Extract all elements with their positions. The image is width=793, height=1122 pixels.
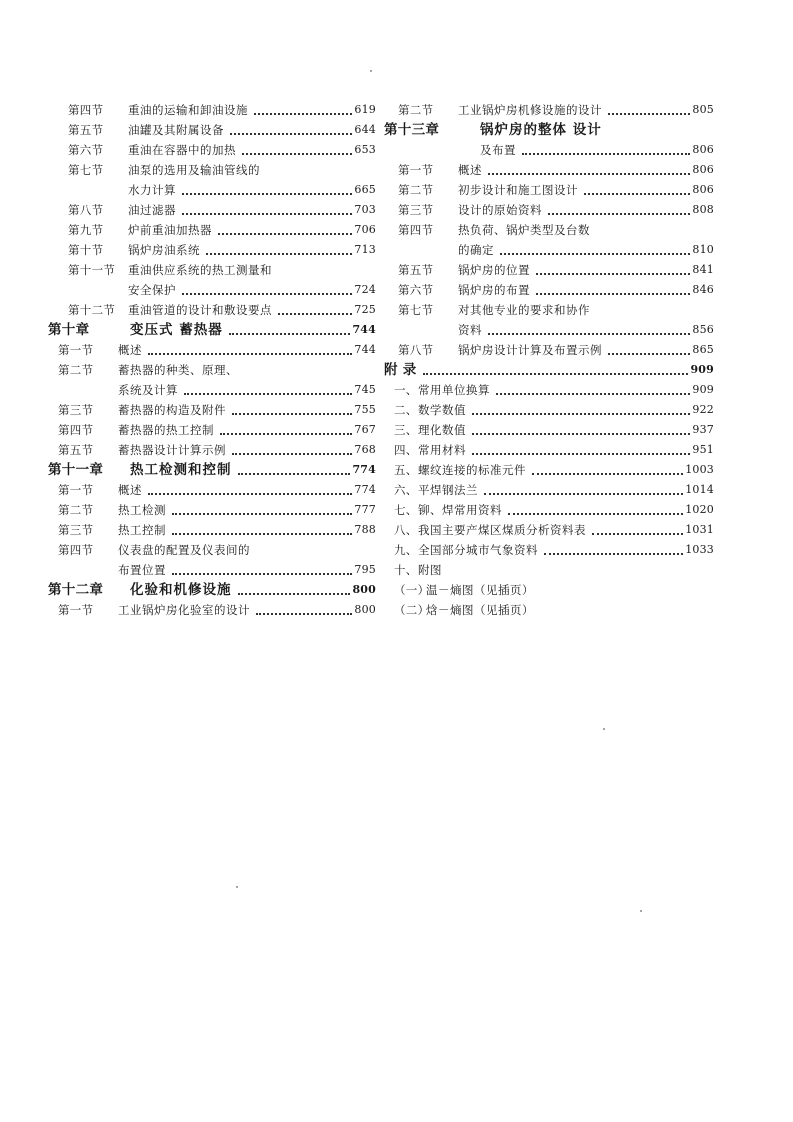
dot-leader (218, 233, 352, 235)
toc-entry-title: 附图 (418, 563, 442, 577)
dot-leader (508, 513, 683, 515)
toc-entry-title: 锅炉房的布置 (458, 283, 530, 297)
toc-entry-title: 锅炉房设计计算及布置示例 (458, 343, 602, 357)
toc-entry-label: 第六节 (398, 283, 434, 297)
toc-entry-title: 理化数值 (418, 423, 466, 437)
toc-entry (384, 480, 714, 500)
toc-entry-title: 焓－熵图（见插页） (426, 603, 534, 617)
toc-entry-page: 806 (692, 183, 714, 196)
toc-entry (384, 560, 714, 580)
toc-entry-page: 725 (354, 303, 376, 316)
toc-entry (48, 380, 376, 400)
toc-entry (384, 580, 714, 600)
toc-entry-title: 平焊钢法兰 (418, 483, 478, 497)
toc-entry (384, 400, 714, 420)
dot-leader (206, 253, 352, 255)
toc-entry-label: 七、 (394, 503, 418, 517)
dot-leader (229, 333, 351, 335)
toc-entry-page: 644 (354, 123, 376, 136)
dot-leader (230, 133, 352, 135)
toc-entry (48, 200, 376, 220)
toc-entry-title: 锅炉房油系统 (128, 243, 200, 257)
toc-entry-label: 第四节 (68, 103, 104, 117)
toc-entry-title: 蓄热器的热工控制 (118, 423, 214, 437)
toc-entry-label: 第十节 (68, 243, 104, 257)
toc-entry-page: 841 (692, 263, 714, 276)
dot-leader (548, 213, 690, 215)
toc-entry (384, 460, 714, 480)
toc-entry-label: 第二节 (398, 103, 434, 117)
toc-entry-page: 788 (354, 523, 376, 536)
toc-entry-label: 第十二节 (68, 303, 116, 317)
toc-entry (48, 500, 376, 520)
toc-entry-title: 工业锅炉房化验室的设计 (118, 603, 250, 617)
toc-entry-title: 常用材料 (418, 443, 466, 457)
toc-entry-label: 十、 (394, 563, 418, 577)
toc-entry-title: 热工检测 (118, 503, 166, 517)
toc-entry (384, 440, 714, 460)
toc-entry (384, 180, 714, 200)
toc-entry-title: 蓄热器的构造及附件 (118, 403, 226, 417)
toc-entry-page: 724 (354, 283, 376, 296)
toc-entry (384, 520, 714, 540)
toc-entry-label: 八、 (394, 523, 418, 537)
toc-entry (384, 140, 714, 160)
toc-entry (384, 340, 714, 360)
toc-entry-title: 蓄热器的种类、原理、 (118, 363, 238, 377)
dot-leader (592, 533, 683, 535)
toc-entry-page: 767 (354, 423, 376, 436)
toc-entry-title: 油罐及其附属设备 (128, 123, 224, 137)
toc-entry-page: 800 (352, 583, 376, 596)
toc-entry-page: 768 (354, 443, 376, 456)
toc-entry-page: 806 (692, 163, 714, 176)
toc-entry (48, 320, 376, 340)
toc-entry (384, 360, 714, 380)
toc-entry (48, 540, 376, 560)
toc-entry-title: 变压式 蓄热器 (130, 322, 223, 338)
toc-entry (48, 480, 376, 500)
dot-leader (488, 333, 690, 335)
dot-leader (172, 573, 352, 575)
dot-leader (254, 113, 352, 115)
toc-entry-title: 初步设计和施工图设计 (458, 183, 578, 197)
toc-entry-title: 设计的原始资料 (458, 203, 542, 217)
toc-entry-page: 744 (354, 343, 376, 356)
toc-entry (48, 600, 376, 620)
toc-entry (48, 520, 376, 540)
toc-entry-page: 777 (354, 503, 376, 516)
toc-entry (384, 320, 714, 340)
dot-leader (522, 153, 690, 155)
toc-left-column (48, 100, 376, 620)
toc-entry-label: 第九节 (68, 223, 104, 237)
toc-entry (48, 160, 376, 180)
toc-entry (384, 280, 714, 300)
toc-entry-page: 808 (692, 203, 714, 216)
toc-entry (48, 400, 376, 420)
dot-leader (484, 493, 683, 495)
toc-entry (384, 100, 714, 120)
toc-entry-label: 第五节 (68, 123, 104, 137)
toc-entry-label: 第七节 (398, 303, 434, 317)
toc-entry-title: 概述 (458, 163, 482, 177)
toc-entry-page: 795 (354, 563, 376, 576)
toc-entry-title: 及布置 (480, 143, 516, 157)
scan-speck (370, 70, 372, 72)
toc-entry-label: 五、 (394, 463, 418, 477)
toc-entry (384, 120, 714, 140)
toc-entry-page: 1031 (685, 523, 714, 536)
toc-entry-title: 数学数值 (418, 403, 466, 417)
toc-entry-label: 第五节 (398, 263, 434, 277)
toc-entry-label: 第三节 (58, 523, 94, 537)
toc-entry-title: 螺纹连接的标准元件 (418, 463, 526, 477)
toc-entry-page: 909 (690, 363, 714, 376)
toc-entry-label: 九、 (394, 543, 418, 557)
toc-entry (48, 220, 376, 240)
toc-entry-title: 蓄热器设计计算示例 (118, 443, 226, 457)
toc-entry-label: 第一节 (58, 603, 94, 617)
dot-leader (182, 293, 352, 295)
dot-leader (496, 393, 690, 395)
dot-leader (584, 193, 690, 195)
toc-entry (384, 540, 714, 560)
toc-entry-label: 第二节 (398, 183, 434, 197)
toc-entry-page: 653 (354, 143, 376, 156)
toc-entry-page: 856 (692, 323, 714, 336)
toc-entry (48, 140, 376, 160)
dot-leader (220, 433, 352, 435)
toc-entry-label: 第四节 (398, 223, 434, 237)
toc-entry (48, 280, 376, 300)
toc-entry-label: 第一节 (58, 483, 94, 497)
toc-entry-title: 重油在容器中的加热 (128, 143, 236, 157)
toc-entry-title: 概述 (118, 483, 142, 497)
toc-entry (48, 360, 376, 380)
toc-entry-title: 化验和机修设施 (130, 582, 232, 598)
toc-entry (48, 260, 376, 280)
dot-leader (472, 453, 690, 455)
toc-entry-label: 第五节 (58, 443, 94, 457)
toc-entry-title: 仪表盘的配置及仪表间的 (118, 543, 250, 557)
scan-speck (603, 728, 605, 730)
toc-entry-title: 热工控制 (118, 523, 166, 537)
dot-leader (544, 553, 683, 555)
toc-entry-title: 对其他专业的要求和协作 (458, 303, 590, 317)
toc-entry (384, 220, 714, 240)
scan-speck (236, 886, 238, 888)
toc-entry (48, 120, 376, 140)
toc-entry-page: 805 (692, 103, 714, 116)
dot-leader (148, 493, 352, 495)
toc-entry-label: 第三节 (58, 403, 94, 417)
toc-entry-title: 常用单位换算 (418, 383, 490, 397)
toc-entry (384, 420, 714, 440)
dot-leader (472, 433, 690, 435)
toc-entry-label: 第十三章 (384, 122, 440, 138)
toc-entry (384, 160, 714, 180)
toc-entry-title: 系统及计算 (118, 383, 178, 397)
toc-entry-page: 909 (692, 383, 714, 396)
toc-entry (48, 440, 376, 460)
dot-leader (608, 113, 690, 115)
toc-entry (48, 580, 376, 600)
toc-entry-page: 810 (692, 243, 714, 256)
dot-leader (278, 313, 352, 315)
toc-entry-page: 713 (354, 243, 376, 256)
toc-entry-title: 重油管道的设计和敷设要点 (128, 303, 272, 317)
toc-entry-title: 锅炉房的位置 (458, 263, 530, 277)
toc-entry-label: 第十一章 (48, 462, 104, 478)
toc-entry-label: 第八节 (68, 203, 104, 217)
toc-entry-label: 第六节 (68, 143, 104, 157)
dot-leader (488, 173, 690, 175)
toc-entry (384, 380, 714, 400)
dot-leader (232, 453, 352, 455)
toc-entry (48, 560, 376, 580)
toc-entry-title: 工业锅炉房机修设施的设计 (458, 103, 602, 117)
toc-entry (384, 240, 714, 260)
dot-leader (182, 213, 352, 215)
toc-entry-label: 四、 (394, 443, 418, 457)
toc-entry (48, 460, 376, 480)
toc-entry-title: 我国主要产煤区煤质分析资料表 (418, 523, 586, 537)
dot-leader (172, 513, 352, 515)
toc-entry-title: 油泵的选用及输油管线的 (128, 163, 260, 177)
toc-entry-title: 概述 (118, 343, 142, 357)
toc-entry (384, 300, 714, 320)
dot-leader (232, 413, 352, 415)
toc-entry-title: 炉前重油加热器 (128, 223, 212, 237)
toc-entry-label: 第一节 (58, 343, 94, 357)
toc-entry-title: 布置位置 (118, 563, 166, 577)
toc-entry-label: 一、 (394, 383, 418, 397)
dot-leader (242, 153, 352, 155)
toc-entry-page: 800 (354, 603, 376, 616)
toc-entry (384, 600, 714, 620)
dot-leader (238, 473, 351, 475)
dot-leader (500, 253, 690, 255)
toc-entry-label: 第三节 (398, 203, 434, 217)
toc-entry (48, 240, 376, 260)
toc-entry-label: 六、 (394, 483, 418, 497)
toc-entry-page: 774 (352, 463, 376, 476)
toc-entry-page: 1033 (685, 543, 714, 556)
toc-entry-page: 1014 (685, 483, 714, 496)
toc-entry-page: 745 (354, 383, 376, 396)
toc-entry-page: 755 (354, 403, 376, 416)
toc-entry-page: 937 (692, 423, 714, 436)
toc-entry-label: （二） (394, 603, 430, 617)
toc-entry-page: 706 (354, 223, 376, 236)
toc-entry (48, 340, 376, 360)
toc-entry-title: 安全保护 (128, 283, 176, 297)
toc-entry-title: 热工检测和控制 (130, 462, 232, 478)
dot-leader (608, 353, 690, 355)
toc-entry-page: 806 (692, 143, 714, 156)
toc-entry-title: 温－熵图（见插页） (426, 583, 534, 597)
dot-leader (536, 273, 690, 275)
toc-entry-label: 第四节 (58, 543, 94, 557)
toc-entry (48, 100, 376, 120)
toc-entry-label: 第一节 (398, 163, 434, 177)
dot-leader (182, 193, 352, 195)
dot-leader (184, 393, 352, 395)
toc-entry (48, 180, 376, 200)
dot-leader (472, 413, 690, 415)
toc-entry-page: 922 (692, 403, 714, 416)
toc-entry-page: 846 (692, 283, 714, 296)
toc-entry-label: 二、 (394, 403, 418, 417)
toc-entry-title: 全国部分城市气象资料 (418, 543, 538, 557)
dot-leader (536, 293, 690, 295)
toc-entry-page: 665 (354, 183, 376, 196)
toc-entry (48, 420, 376, 440)
toc-entry-label: 三、 (394, 423, 418, 437)
toc-entry (384, 500, 714, 520)
toc-entry-page: 744 (352, 323, 376, 336)
toc-entry (384, 200, 714, 220)
dot-leader (238, 593, 351, 595)
dot-leader (256, 613, 352, 615)
toc-entry-page: 865 (692, 343, 714, 356)
toc-entry-title: 锅炉房的整体 设计 (480, 122, 602, 138)
toc-right-column (384, 100, 714, 620)
toc-entry-page: 619 (354, 103, 376, 116)
toc-entry-title: 铆、焊常用资料 (418, 503, 502, 517)
toc-entry-label: （一） (394, 583, 430, 597)
toc-entry-page: 1020 (685, 503, 714, 516)
toc-entry-title: 油过滤器 (128, 203, 176, 217)
toc-entry-label: 附 录 (384, 362, 417, 378)
toc-entry-title: 的确定 (458, 243, 494, 257)
dot-leader (423, 373, 689, 375)
scan-speck (640, 910, 642, 912)
toc-entry (384, 260, 714, 280)
toc-entry-label: 第四节 (58, 423, 94, 437)
toc-entry-title: 水力计算 (128, 183, 176, 197)
toc-entry-page: 703 (354, 203, 376, 216)
toc-entry-label: 第二节 (58, 503, 94, 517)
toc-entry-label: 第十一节 (68, 263, 116, 277)
toc-entry-title: 热负荷、锅炉类型及台数 (458, 223, 590, 237)
toc-entry-label: 第二节 (58, 363, 94, 377)
dot-leader (172, 533, 352, 535)
toc-entry-title: 重油供应系统的热工测量和 (128, 263, 272, 277)
toc-entry-label: 第十章 (48, 322, 90, 338)
toc-entry-page: 951 (692, 443, 714, 456)
toc-entry-title: 资料 (458, 323, 482, 337)
toc-entry-page: 1003 (685, 463, 714, 476)
toc-entry-label: 第十二章 (48, 582, 104, 598)
toc-entry-label: 第七节 (68, 163, 104, 177)
toc-entry (48, 300, 376, 320)
toc-entry-page: 774 (354, 483, 376, 496)
dot-leader (148, 353, 352, 355)
toc-entry-label: 第八节 (398, 343, 434, 357)
dot-leader (532, 473, 683, 475)
toc-entry-title: 重油的运输和卸油设施 (128, 103, 248, 117)
